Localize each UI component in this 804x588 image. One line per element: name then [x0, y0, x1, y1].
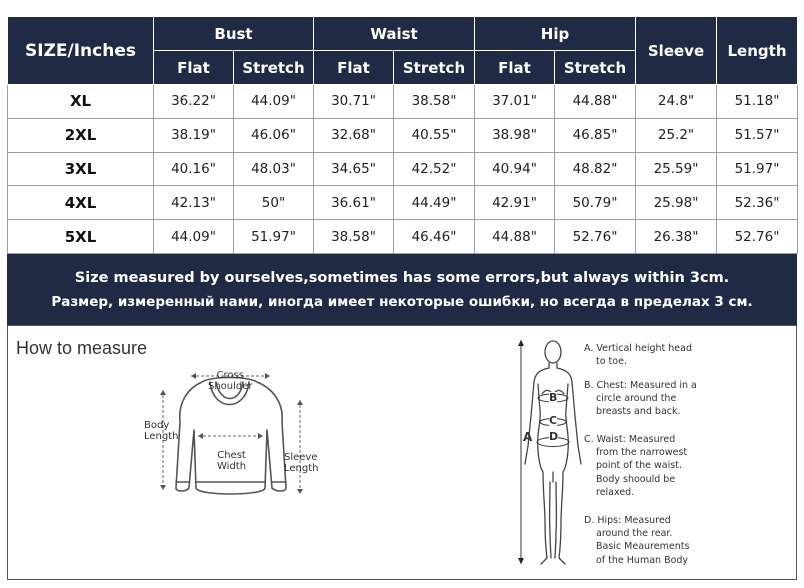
disclaimer-russian: Размер, измеренный нами, иногда имеет некоторые ошибки, но всегда в пределах 3 см.	[51, 293, 753, 310]
hip-header: Hip	[475, 17, 636, 51]
marker-a: A	[523, 430, 533, 444]
header-row-groups	[8, 17, 798, 51]
sleeve-cell: 25.98"	[636, 186, 717, 220]
bust-flat-cell: 38.19"	[154, 118, 234, 152]
body-length-label: Body Length	[144, 420, 179, 442]
waist-stretch-cell: 44.49"	[394, 186, 475, 220]
hip-stretch-cell: 46.85"	[555, 118, 636, 152]
hip-flat-cell: 44.88"	[475, 220, 555, 254]
bust-stretch-cell: 46.06"	[234, 118, 314, 152]
length-cell: 51.57"	[717, 118, 798, 152]
length-cell: 52.76"	[717, 220, 798, 254]
length-cell: 52.36"	[717, 186, 798, 220]
hip-flat-cell: 42.91"	[475, 186, 555, 220]
hip-stretch-header: Stretch	[555, 51, 636, 85]
how-to-measure-title: How to measure	[16, 338, 148, 358]
hip-flat-header: Flat	[475, 51, 555, 85]
bust-stretch-cell: 48.03"	[234, 152, 314, 186]
length-cell: 51.97"	[717, 152, 798, 186]
waist-flat-cell: 34.65"	[314, 152, 394, 186]
sleeve-header: Sleeve	[636, 17, 717, 85]
bust-stretch-cell: 44.09"	[234, 85, 314, 119]
measurement-disclaimer	[7, 254, 797, 325]
length-cell: 51.18"	[717, 85, 798, 119]
bust-flat-cell: 44.09"	[154, 220, 234, 254]
waist-flat-header: Flat	[314, 51, 394, 85]
table-row	[8, 220, 798, 254]
waist-flat-cell: 32.68"	[314, 118, 394, 152]
waist-stretch-cell: 40.55"	[394, 118, 475, 152]
hip-stretch-cell: 48.82"	[555, 152, 636, 186]
hip-stretch-cell: 50.79"	[555, 186, 636, 220]
cross-shoulder-label: Cross Shoulder	[208, 370, 253, 392]
marker-b: B	[549, 391, 558, 404]
table-row	[8, 85, 798, 119]
size-cell: 3XL	[8, 152, 154, 186]
waist-flat-cell: 36.61"	[314, 186, 394, 220]
note-d: D. Hips: Measured around the rear. Basic Meaurements of the Human Body	[584, 515, 690, 566]
size-table	[7, 16, 798, 254]
bust-flat-header: Flat	[154, 51, 234, 85]
bust-header: Bust	[154, 17, 314, 51]
waist-flat-cell: 30.71"	[314, 85, 394, 119]
size-cell: 4XL	[8, 186, 154, 220]
sleeve-cell: 26.38"	[636, 220, 717, 254]
hip-stretch-cell: 52.76"	[555, 220, 636, 254]
bust-flat-cell: 42.13"	[154, 186, 234, 220]
bust-stretch-cell: 50"	[234, 186, 314, 220]
hip-flat-cell: 40.94"	[475, 152, 555, 186]
note-c: C. Waist: Measured from the narrowest point of the waist. Body shoould be relaxed.	[584, 434, 688, 498]
size-column-header: SIZE/Inches	[8, 17, 154, 85]
length-header: Length	[717, 17, 798, 85]
human-body-icon	[525, 341, 581, 564]
size-cell: XL	[8, 85, 154, 119]
table-row	[8, 152, 798, 186]
sleeve-cell: 24.8"	[636, 85, 717, 119]
chest-width-label: Chest Width	[217, 450, 247, 472]
note-b: B. Chest: Measured in a circle around the breasts and back.	[584, 380, 697, 418]
table-row	[8, 186, 798, 220]
bust-stretch-header: Stretch	[234, 51, 314, 85]
bust-flat-cell: 36.22"	[154, 85, 234, 119]
sleeve-length-label: Sleeve Length	[284, 452, 319, 474]
body-diagram	[513, 332, 588, 572]
how-to-measure-panel	[7, 325, 797, 580]
marker-c: C	[549, 414, 558, 427]
sleeve-cell: 25.59"	[636, 152, 717, 186]
table-row	[8, 118, 798, 152]
bust-stretch-cell: 51.97"	[234, 220, 314, 254]
size-cell: 5XL	[8, 220, 154, 254]
sleeve-cell: 25.2"	[636, 118, 717, 152]
size-cell: 2XL	[8, 118, 154, 152]
waist-header: Waist	[314, 17, 475, 51]
hip-stretch-cell: 44.88"	[555, 85, 636, 119]
measure-lines	[163, 376, 300, 494]
waist-flat-cell: 38.58"	[314, 220, 394, 254]
waist-stretch-cell: 38.58"	[394, 85, 475, 119]
waist-stretch-cell: 42.52"	[394, 152, 475, 186]
hip-flat-cell: 38.98"	[475, 118, 555, 152]
height-arrow	[518, 340, 524, 564]
hip-flat-cell: 37.01"	[475, 85, 555, 119]
disclaimer-english: Size measured by ourselves,sometimes has some errors,but always within 3cm.	[74, 269, 730, 286]
waist-stretch-header: Stretch	[394, 51, 475, 85]
marker-d: D	[549, 430, 559, 443]
waist-stretch-cell: 46.46"	[394, 220, 475, 254]
bust-flat-cell: 40.16"	[154, 152, 234, 186]
note-a: A. Vertical height head to toe.	[584, 343, 692, 368]
